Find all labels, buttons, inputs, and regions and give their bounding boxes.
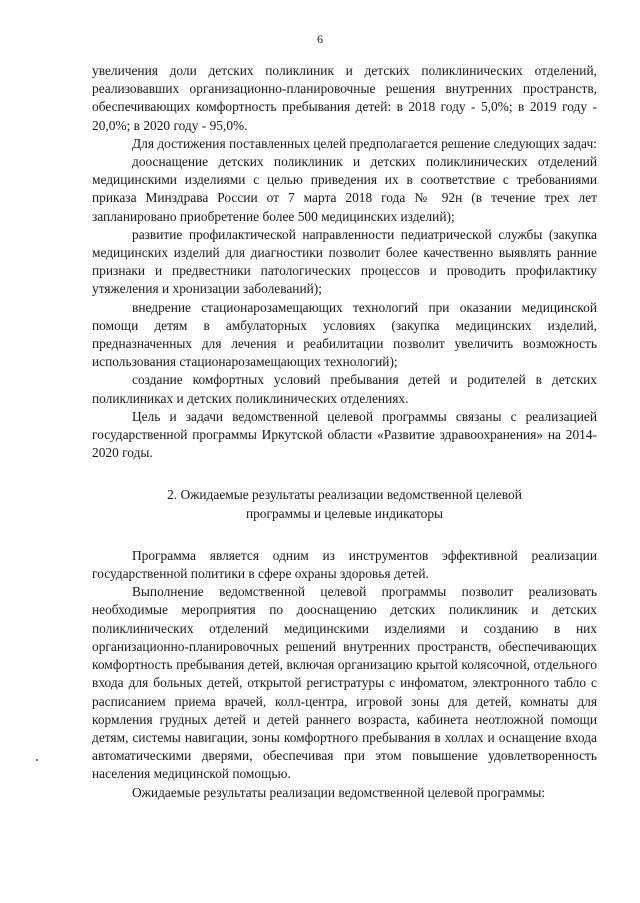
paragraph-goal-link: Цель и задачи ведомственной целевой программы связаны с реализацией государственной программы Иркутской области «Развитие здравоохранения» на 2014-2020 годы.: [92, 408, 597, 461]
paragraph-task-comfort: создание комфортных условий пребывания детей и родителей в детских поликлиниках и детских поликлинических отделениях.: [92, 372, 597, 406]
paragraph-continuation: увеличения доли детских поликлиник и детских поликлинических отделений, реализовавших организационно-планировочные решения внутренних пространств, обеспечивающих комфортность пребывания детей: в 2018 году - 5,0%; в 2019 году - 20,0%; в 2020 году - 95,0%.: [92, 63, 597, 133]
document-body: [92, 62, 597, 802]
section-heading: [92, 486, 597, 522]
section-heading-line-1: 2. Ожидаемые результаты реализации ведомственной целевой: [167, 487, 522, 503]
scan-speck: [36, 759, 38, 761]
page-number: 6: [317, 32, 323, 46]
paragraph-task-equipment: дооснащение детских поликлиник и детских поликлинических отделений медицинскими изделиями с целью приведения их в соответствие с требованиями приказа Минздрава России от 7 марта 2018 года № 92н (в течение трех лет запланировано приобретение более 500 медицинских изделий);: [92, 154, 597, 224]
paragraph-task-outpatient: внедрение стационарозамещающих технологий при оказании медицинской помощи детям в амбулаторных условиях (закупка медицинских изделий, предназначенных для лечения и реабилитации позволит увеличить возможность использования стационарозамещающих технологий);: [92, 299, 597, 370]
paragraph-task-prevention: развитие профилактической направленности педиатрической службы (закупка медицинских изделий для диагностики позволит более качественно выявлять ранние признаки и предвестники патологических процессов и проводить профилактику утяжеления и хронизации заболеваний);: [92, 226, 597, 297]
paragraph-expected-results: Ожидаемые результаты реализации ведомственной целевой программы:: [132, 784, 546, 800]
paragraph-tasks-intro: Для достижения поставленных целей предполагается решение следующих задач:: [132, 135, 597, 151]
section-heading-line-2: программы и целевые индикаторы: [245, 505, 444, 521]
paragraph-program-role: Программа является одним из инструментов эффективной реализации государственной политики в сфере охраны здоровья детей.: [92, 547, 597, 582]
paragraph-program-implementation: Выполнение ведомственной целевой программы позволит реализовать необходимые мероприятия по дооснащению детских поликлиник и детских поликлинических отделений медицинскими изделиями и созданию в них организационно-планировочных решений внутренних пространств, обеспечивающих комфортность пребывания детей, включая организацию крытой колясочной, отдельного входа для больных детей, открытой регистратуры с инфоматом, электронного табло с расписанием приема врачей, колл-центра, игровой зоны для детей, комнаты для кормления грудных детей и детей раннего возраста, кабинета неотложной помощи детям, системы навигации, зоны комфортного пребывания в холлах и оснащение входа автоматическими дверями, обеспечивая при этом повышение удовлетворенность населения медицинской помощью.: [92, 584, 597, 782]
